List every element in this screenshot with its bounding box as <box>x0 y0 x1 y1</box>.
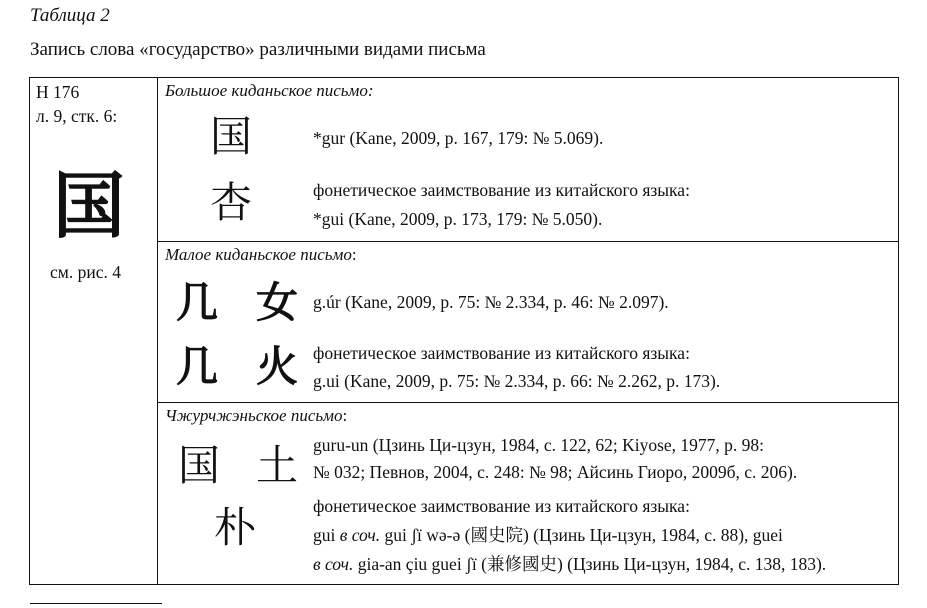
section-heading: Большое киданьское письмо: <box>165 81 374 100</box>
jurchen-glyph: 朴 <box>214 503 257 552</box>
jurchen-glyph: 国 <box>178 441 221 490</box>
reading-text: g.ui (Kane, 2009, p. 75: № 2.334, p. 66: № 2.262, p. 173). <box>313 371 721 391</box>
table <box>29 77 899 585</box>
loan-text: фонетическое заимствование из китайского языка: <box>313 180 690 200</box>
khitan-glyph: 国 <box>210 112 253 161</box>
reading-text: g.úr (Kane, 2009, p. 75: № 2.334, p. 46: № 2.097). <box>313 292 669 312</box>
source-column <box>30 78 158 584</box>
reading-text: *gui (Kane, 2009, p. 173, 179: № 5.050). <box>313 209 603 229</box>
section-small-khitan <box>158 242 898 403</box>
footnote-divider <box>30 603 162 604</box>
section-jurchen <box>158 403 898 586</box>
khitan-glyph: 火 <box>256 342 299 391</box>
reading-text: *gur (Kane, 2009, p. 167, 179: № 5.069). <box>313 128 604 148</box>
khitan-glyph: 几 <box>176 342 219 391</box>
reading-text: gui в соч. gui ʃï wə-ə (國史院) (Цзинь Ци-цзун, 1984, с. 88), guei <box>313 525 783 545</box>
section-big-khitan <box>158 78 898 242</box>
khitan-glyph: 几 <box>176 278 219 327</box>
manuscript-glyph: 国 <box>53 164 126 248</box>
khitan-glyph: 杏 <box>210 178 253 227</box>
section-heading: Чжурчжэньское письмо: <box>165 406 348 425</box>
table-number: Таблица 2 <box>30 5 110 26</box>
figure-reference: см. рис. 4 <box>50 262 121 282</box>
reading-text: № 032; Певнов, 2004, с. 248: № 98; Айсинь Гиоро, 2009б, с. 206). <box>313 462 798 482</box>
source-location: л. 9, стк. 6: <box>36 106 118 126</box>
khitan-glyph: 女 <box>256 278 299 327</box>
reading-text: guru-un (Цзинь Ци-цзун, 1984, с. 122, 62; Kiyose, 1977, p. 98: <box>313 435 765 455</box>
table-title: Запись слова «государство» различными видами письма <box>30 39 486 60</box>
source-ref: Н 176 <box>36 82 80 102</box>
section-heading: Малое киданьское письмо: <box>165 245 357 264</box>
loan-text: фонетическое заимствование из китайского языка: <box>313 343 690 363</box>
loan-text: фонетическое заимствование из китайского языка: <box>313 496 690 516</box>
reading-text: в соч. gia-an çiu guei ʃï (兼修國史) (Цзинь Ци-цзун, 1984, с. 138, 183). <box>313 554 827 574</box>
jurchen-glyph: 土 <box>256 441 299 490</box>
